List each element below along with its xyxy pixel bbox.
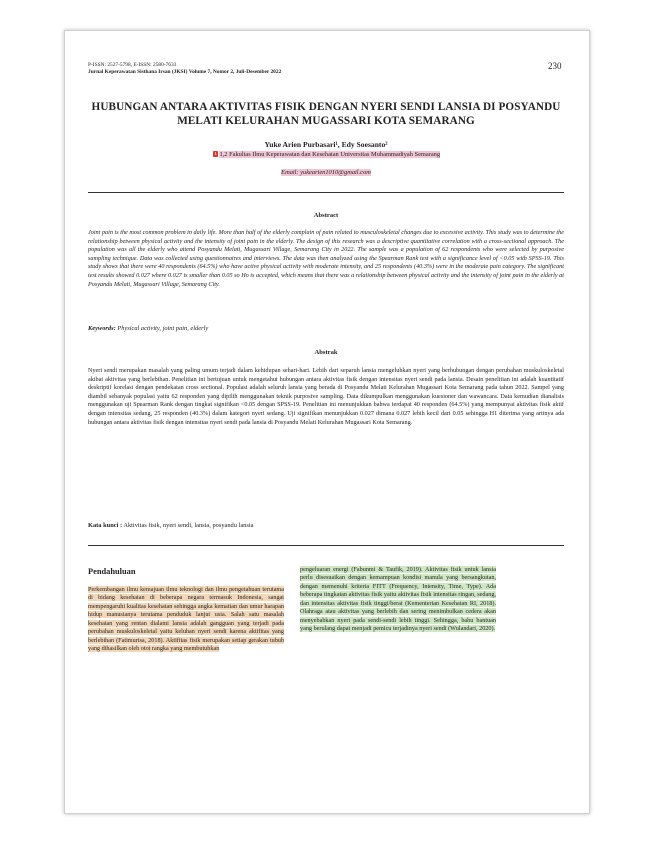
top-divider	[88, 192, 564, 193]
journal-line: Jurnal Keperawatan Sisthana Irsan (JKSI) Volume 7, Nomor 2, Juli-Desember 2022	[88, 69, 282, 75]
author-list: Yuke Arien Purbasari¹, Edy Soesanto²	[264, 140, 388, 149]
abstrak-text: Nyeri sendi merupakan masalah yang paling umum terjadi dalam kehidupan sehari-hari. Lebih dari separuh lansia mengeluhkan nyeri yang berhubungan dengan perubahan muskuloskeletal akibat aktivitas yang berlebihan. Penelitian ini bertujuan untuk mengetahui hubungan antara aktivitas fisik dengan intensitas nyeri sendi pada lansia. Desain penelitian ini adalah kuantitatif deskriptif korelasi dengan pendekatan cross sectional. Populasi adalah seluruh lansia yang berada di Posyandu Melati Kelurahan Mugassari Kota Semarang pada tahun 2022. Sampel yang diambil sebanyak populasi yaitu 62 responden yang dipilih menggunakan teknik purposive sampling. Data dikumpulkan menggunakan kuesioner dan wawancara. Data kemudian dianalisis menggunakan uji Spearman Rank dengan tingkat signifikan <0.05 dengan SPSS-19. Penelitian ini menunjukkan bahwa terdapat 40 responden (64.5%) yang mempunyai aktivitas fisik aktif dengan intensitas sedang, 25 responden (40.3%) dalam kategori nyeri sedang. Uji signifikan menunjukkan 0.027 dimana 0.027 lebih kecil dari 0.05 sehingga H1 diterima yang artinya ada hubungan antara aktivitas fisik dengan intensitas nyeri sendi pada lansia di Posyandu Melati Kelurahan Mugassari Kota Semarang.	[88, 367, 564, 426]
intro-left-column	[88, 586, 284, 654]
intro-right-text: pengeluaran energi (Fabunmi & Taufik, 2019). Aktivitas fisik untuk lansia perlu disesuaikan dengan kemampuan kondisi manula yang bersangkutan, dengan memenuhi kriteria FITT (Frequency, Intensity, Time, Type). Ada beberapa tingkatan aktivitas fisik yaitu aktivitas fisik intensitas ringan, sedang, dan intensitas aktivitas fisik tinggi/berat (Kementerian Kesehatan RI, 2018). Olahraga atau aktivitas yang berlebih dan sering menimbulkan cedera akan menyebabkan nyeri pada sendi-sendi lebih tinggi. Sehingga, bahu bantuan yang berulang dapat menjadi pemicu terjadinya nyeri sendi (Wulandari, 2020).	[300, 566, 496, 633]
abstrak-heading: Abstrak	[314, 349, 338, 356]
journal-header	[88, 62, 348, 76]
issn-line: P-ISSN: 2527-5798, E-ISSN: 2580-7633	[88, 62, 177, 68]
kata-kunci-text: Aktivitas fisik, nyeri sendi, lansia, posyandu lansia	[123, 522, 254, 529]
intro-heading: Pendahuluan	[88, 567, 136, 576]
affiliation	[88, 151, 564, 158]
kata-kunci-line: Kata kunci : Aktivitas fisik, nyeri sendi, lansia, posyandu lansia	[88, 522, 254, 529]
bottom-divider	[88, 545, 564, 546]
keywords-text: Physical activity, joint pain, elderly	[117, 325, 209, 332]
annotation-badge: 1	[214, 151, 217, 156]
paper-title: HUBUNGAN ANTARA AKTIVITAS FISIK DENGAN NYERI SENDI LANSIA DI POSYANDU MELATI KELURAHAN MUGASSARI KOTA SEMARANG	[91, 101, 561, 127]
abstract-heading: Abstract	[313, 212, 339, 219]
keywords-line: Keywords: Physical activity, joint pain, elderly	[88, 325, 209, 332]
abstract-text: Joint pain is the most common problem in daily life. More than half of the elderly complain of pain related to musculoskeletal changes due to excessive activity. This study was to determine the relationship between physical activity and the intensity of joint pain in the elderly. The design of this research was a descriptive quantitative correlation with a cross-sectional approach. The population was all the elderly who attend Posyandu Melati, Mugassari Village, Semarang City in 2022. The sample was a population of 62 respondents who were selected by purposive sampling technique. Data was collected using questionnaires and interviews. The data was then analyzed using the Spearman Rank test with a significance level of <0.05 with SPSS-19. This study shows that there were 40 respondents (64.5%) who have active physical activity with moderate intensity, and 25 respondents (40.3%) were in the moderate pain category. The significant test results showed 0.027 where 0.027 is smaller than 0.05 so Ho is accepted, which means that there was a relationship between physical activity and the intensity of joint pain in the elderly at Posyandu Melati, Mugassari Village, Semarang City.	[88, 229, 564, 288]
page-number: 230	[548, 61, 562, 71]
author-email[interactable]: Email: yukearien1010@gmail.com	[281, 169, 371, 176]
affiliation-text: 1,2 Fakultas Ilmu Keperawatan dan Kesehatan Universitas Muhammadiyah Semarang	[219, 151, 441, 158]
intro-right-column	[300, 566, 496, 634]
intro-left-text: Perkembangan ilmu kemajuan ilmu teknologi dan ilmu pengetahuan terutama di bidang kesehatan di beberapa negara termasuk Indonesia, sangat mempengaruhi kualitas kesehatan sehingga angka kematian dan umur harapan hidup manusianya terutama penduduk lanjut usia. Salah satu masalah kesehatan yang rentan dialami lansia adalah gangguan yang terjadi pada perubahan muskuloskeletal yaitu keluhan nyeri sendi karena aktifitas yang berlebihan (Fatimurisa, 2018). Aktifitas fisik merupakan setiap gerakan tubuh yang dihasilkan oleh otot rangka yang membutuhkan	[88, 586, 284, 653]
